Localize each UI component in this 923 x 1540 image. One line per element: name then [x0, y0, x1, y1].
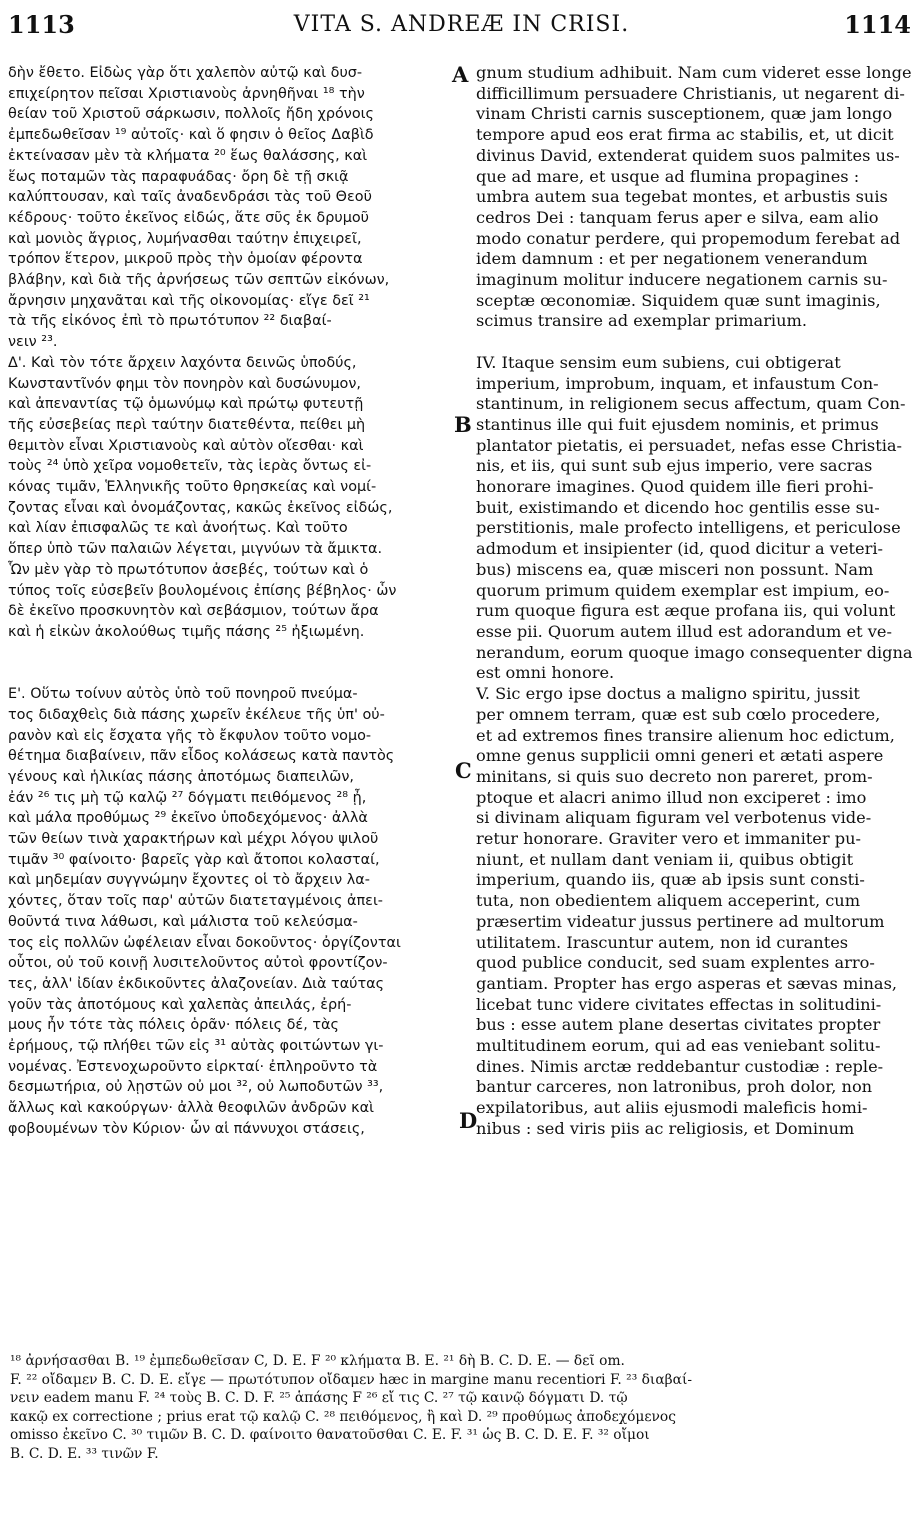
text-line: rum quoque figura est æque profana iis, qui volunt	[476, 601, 896, 621]
text-line: quod publice conducit, sed suam explentes arro-	[476, 953, 875, 973]
text-line	[8, 663, 452, 684]
text-line: τρόπον ἕτερον, μικροῦ πρὸς τὴν ὁμοίαν φέροντα	[8, 251, 363, 268]
text-line: expilatoribus, aut aliis ejusmodi maleficis homi-	[476, 1098, 868, 1118]
text-line: γένους καὶ ἡλικίας πάσης ἀποτόμως διαπειλῶν,	[8, 768, 354, 785]
text-line: idem damnum : et per negationem venerandum	[476, 249, 868, 269]
text-line: et ad extremos fines transire alienum hoc edictum,	[476, 725, 895, 745]
text-line: Ε'. Οὕτω τοίνυν αὐτὸς ὑπὸ τοῦ πονηροῦ πνεύμα-	[8, 686, 358, 703]
text-line: quorum primum quidem exemplar est impium, eo-	[476, 580, 890, 600]
text-line: καλύπτουσαν, καὶ ταῖς ἀναδενδράσι τὰς τοῦ Θεοῦ	[8, 189, 372, 206]
text-line: οὗτοι, οὐ τοῦ κοινῇ λυσιτελοῦντος αὐτοὶ φροντίζον-	[8, 955, 388, 972]
text-line: est omni honore.	[476, 663, 615, 683]
text-line: niunt, et nullam dant veniam ii, quibus obtigit	[476, 849, 854, 869]
text-line: B. C. D. E. ³³ τινῶν F.	[10, 1445, 159, 1462]
text-line: imperium, improbum, inquam, et infaustum Con-	[476, 373, 879, 393]
text-line: bus) miscens ea, quæ misceri non possunt. Nam	[476, 559, 874, 579]
text-line: omisso ἐκεῖνο C. ³⁰ τιμῶν B. C. D. φαίνοιτο θανατοῦσθαι C. E. F. ³¹ ὡς B. C. D. E. F. ³² οἴμοι	[10, 1427, 650, 1444]
text-line: bus : esse autem plane desertas civitates propter	[476, 1015, 881, 1035]
text-line: que ad mare, et usque ad flumina propagines :	[476, 166, 860, 186]
text-line: θείαν τοῦ Χριστοῦ σάρκωσιν, πολλοῖς ἤδη χρόνοις	[8, 106, 374, 123]
text-line: τῶν θείων τινὰ χαρακτήρων καὶ μέχρι λόγου ψιλοῦ	[8, 831, 379, 848]
page-header	[0, 6, 923, 46]
running-title: VITA S. ANDREÆ IN CRISI.	[293, 12, 630, 37]
text-line: θοῦντά τινα λάθωσι, καὶ μάλιστα τοῦ κελεύσμα-	[8, 913, 358, 930]
text-line: vinam Christi carnis susceptionem, quæ jam longo	[476, 104, 893, 124]
text-line: κακῷ ex correctione ; prius erat τῷ καλῷ C. ²⁸ πειθόμενος, ἢ καὶ D. ²⁹ προθύμως ἀποδεχόμενος	[10, 1408, 676, 1425]
text-line: utilitatem. Irascuntur autem, non id curantes	[476, 932, 849, 952]
text-line: τὰ τῆς εἰκόνος ἐπὶ τὸ πρωτότυπον ²² διαβαί-	[8, 313, 332, 330]
text-line: præsertim videatur jussus pertinere ad multorum	[476, 911, 885, 931]
section-marker-b: B	[454, 412, 472, 437]
text-line: ρανὸν καὶ εἰς ἔσχατα γῆς τὸ ἔκφυλον τοῦτο νομο-	[8, 727, 372, 744]
latin-column	[476, 63, 916, 1140]
text-line: θέτημα διαβαίνειν, πᾶν εἶδος κολάσεως κατὰ παντὸς	[8, 748, 395, 765]
text-line: divinus David, extenderat quidem suos palmites us-	[476, 145, 900, 165]
text-line: plantator pietatis, ei persuadet, nefas esse Christia-	[476, 435, 903, 455]
text-line: τῆς εὐσεβείας περὶ ταύτην διατεθέντα, πείθει μὴ	[8, 416, 366, 433]
text-line: admodum et insipienter (id, quod dicitur a veteri-	[476, 539, 883, 559]
text-line: buit, existimando et dicendo hoc gentilis esse su-	[476, 497, 880, 517]
text-line: μους ἦν τότε τὰς πόλεις ὁρᾶν· πόλεις δέ, τὰς	[8, 1017, 339, 1034]
text-line: ἄρνησιν μηχανᾶται καὶ τῆς οἰκονομίας· εἴγε δεῖ ²¹	[8, 292, 370, 309]
text-line	[8, 643, 452, 664]
text-line: ἐάν ²⁶ τις μὴ τῷ καλῷ ²⁷ δόγματι πειθόμενος ²⁸ ᾖ,	[8, 789, 367, 806]
text-line: νειν ²³.	[8, 334, 58, 351]
text-line: βλάβην, καὶ διὰ τῆς ἀρνήσεως τῶν σεπτῶν εἰκόνων,	[8, 272, 390, 289]
text-line: honorare imagines. Quod quidem ille fieri prohi-	[476, 477, 874, 497]
text-line: ἐμπεδωθεῖσαν ¹⁹ αὐτοῖς· καὶ ὅ φησιν ὁ θεῖος Δαβὶδ	[8, 127, 374, 144]
text-line: V. Sic ergo ipse doctus a maligno spiritu, jussit	[476, 684, 860, 704]
text-line: F. ²² οἴδαμεν B. C. D. E. εἴγε — πρωτότυπον οἴδαμεν hæc in margine manu recentiori F. ²³ διαβαί-	[10, 1371, 693, 1388]
text-line: ptoque et alacri animo illud non exciperet : imo	[476, 787, 867, 807]
text-line: si divinam aliquam figuram vel verbotenus vide-	[476, 808, 872, 828]
text-line: stantinum, in religionem secus affectum, quam Con-	[476, 394, 906, 414]
text-line: umbra autem sua tegebat montes, et arbustis suis	[476, 187, 888, 207]
section-marker-d: D	[459, 1108, 478, 1133]
text-line: licebat tunc videre civitates effectas in solitudini-	[476, 994, 882, 1014]
text-line: modo conatur perdere, qui propemodum ferebat ad	[476, 228, 901, 248]
section-marker-a: A	[452, 62, 469, 87]
page-number-left: 1113	[8, 10, 75, 39]
text-line: bantur carceres, non latronibus, proh dolor, non	[476, 1077, 873, 1097]
text-line: nis, et iis, qui sunt sub ejus imperio, vere sacras	[476, 456, 873, 476]
text-line: dines. Nimis arctæ reddebantur custodiæ : reple-	[476, 1056, 884, 1076]
text-line: per omnem terram, quæ est sub cœlo procedere,	[476, 704, 881, 724]
text-line: καὶ μηδεμίαν συγγνώμην ἔχοντες οἱ τὸ ἄρχειν λα-	[8, 872, 370, 889]
text-line: κόνας τιμᾶν, Ἑλληνικῆς τοῦτο θρησκείας καὶ νομί-	[8, 479, 377, 496]
text-line: τύπος τοῖς εὐσεβεῖν βουλομένοις ἐπίσης βέβηλος· ὧν	[8, 582, 397, 599]
text-line: καὶ ἡ εἰκὼν ἀκολούθως τιμῆς πάσης ²⁵ ἠξιωμένη.	[8, 623, 365, 640]
text-line: φοβουμένων τὸν Κύριον· ὧν αἱ πάννυχοι στάσεις,	[8, 1120, 365, 1137]
text-line: τιμᾶν ³⁰ φαίνοιτο· βαρεῖς γὰρ καὶ ἄτοποι κολασταί,	[8, 851, 380, 868]
text-line: καὶ μάλα προθύμως ²⁹ ἐκεῖνο ὑποδεχόμενος· ἀλλὰ	[8, 810, 368, 827]
text-line: perstitionis, male profecto intelligens, et periculose	[476, 518, 901, 538]
text-line: ὅπερ ὑπὸ τῶν παλαιῶν λέγεται, μιγνύων τὰ ἄμικτα.	[8, 541, 383, 558]
text-line: stantinus ille qui fuit ejusdem nominis, et primus	[476, 414, 879, 434]
text-line: omne genus supplicii omni generi et ætati aspere	[476, 746, 884, 766]
text-line: cedros Dei : tanquam ferus aper e silva, eam alio	[476, 207, 879, 227]
text-line: multitudinem eorum, qui ad eas veniebant solitu-	[476, 1036, 881, 1056]
text-line: imperium, quando iis, quæ ab ipsis sunt consti-	[476, 870, 865, 890]
text-line: δὴν ἔθετο. Εἰδὼς γὰρ ὅτι χαλεπὸν αὐτῷ καὶ δυσ-	[8, 65, 363, 81]
footnotes	[10, 1352, 915, 1464]
text-line: sceptæ œconomiæ. Siquidem quæ sunt imaginis,	[476, 290, 881, 310]
text-line: ἕως ποταμῶν τὰς παραφυάδας· ὄρη δὲ τῇ σκιᾷ	[8, 168, 349, 185]
text-line: καὶ μονιὸς ἄγριος, λυμήνασθαι ταύτην ἐπιχειρεῖ,	[8, 230, 362, 247]
section-marker-c: C	[455, 758, 472, 783]
text-line: νομένας. Ἐστενοχωροῦντο εἱρκταί· ἐπληροῦντο τὰ	[8, 1058, 378, 1075]
text-line: τες, ἀλλ' ἰδίαν ἐκδικοῦντες ἀλαζονείαν. Διὰ ταύτας	[8, 975, 385, 992]
text-line: χόντες, ὅταν τοῖς παρ' αὐτῶν διατεταγμένοις ἀπει-	[8, 893, 383, 910]
text-line: επιχείρητον πεῖσαι Χριστιανοὺς ἀρνηθῆναι ¹⁸ τὴν	[8, 85, 365, 102]
text-line: gnum studium adhibuit. Nam cum videret esse longe	[476, 63, 912, 82]
text-line: gantiam. Propter has ergo asperas et sævas minas,	[476, 973, 898, 993]
text-line: θεμιτὸν εἶναι Χριστιανοὺς καὶ αὐτὸν οἴεσθαι· καὶ	[8, 437, 364, 454]
text-line: δὲ ἐκεῖνο προσκυνητὸν καὶ σεβάσμιον, τούτων ἄρα	[8, 603, 379, 620]
text-line: ἐρήμους, τῷ πλήθει τῶν εἰς ³¹ αὐτὰς φοιτώντων γι-	[8, 1038, 384, 1055]
text-line: nerandum, eorum quoque imago consequenter digna	[476, 642, 913, 662]
greek-column	[8, 63, 452, 1140]
text-line: Κωνσταντῖνόν φημι τὸν πονηρὸν καὶ δυσώνυμον,	[8, 375, 361, 392]
text-line: difficillimum persuadere Christianis, ut negarent di-	[476, 83, 905, 103]
text-line: νειν eadem manu F. ²⁴ τοὺς B. C. D. F. ²⁵ ἁπάσης F ²⁶ εἴ τις C. ²⁷ τῷ καινῷ δόγματι D. τῷ	[10, 1390, 628, 1407]
text-line: ζοντας εἶναι καὶ ὀνομάζοντας, κακῶς ἐκεῖνος εἰδώς,	[8, 499, 393, 516]
text-line: tuta, non obedientem aliquem acceperint, cum	[476, 891, 861, 911]
page-number-right: 1114	[844, 10, 911, 39]
text-line: τοὺς ²⁴ ὑπὸ χεῖρα νομοθετεῖν, τὰς ἱερὰς ὄντως εἰ-	[8, 458, 372, 475]
text-line: tempore apud eos erat firma ac stabilis, et, ut dicit	[476, 125, 894, 145]
text-line: καὶ ἀπεναντίας τῷ ὁμωνύμῳ καὶ πρώτῳ φυτευτῇ	[8, 396, 364, 413]
text-line: τος διδαχθεὶς διὰ πάσης χωρεῖν ἐκέλευε τῆς ὑπ' οὐ-	[8, 706, 385, 723]
text-line: δεσμωτήρια, οὐ λῃστῶν οὐ μοι ³², οὐ λωποδυτῶν ³³,	[8, 1079, 384, 1096]
text-line: esse pii. Quorum autem illud est adorandum et ve-	[476, 621, 892, 641]
text-line: καὶ λίαν ἐπισφαλῶς τε καὶ ἀνοήτως. Καὶ τοῦτο	[8, 520, 348, 537]
text-line: minitans, si quis suo decreto non pareret, prom-	[476, 766, 873, 786]
text-line: κέδρους· τοῦτο ἐκεῖνος εἰδώς, ἅτε σῦς ἐκ δρυμοῦ	[8, 209, 369, 226]
text-line: IV. Itaque sensim eum subiens, cui obtigerat	[476, 352, 841, 372]
text-line: ἄλλως καὶ κακούργων· ἀλλὰ θεοφιλῶν ἀνδρῶν καὶ	[8, 1100, 374, 1117]
text-line: retur honorare. Graviter vero et immaniter pu-	[476, 829, 862, 849]
text-line: imaginum molitur inducere negationem carnis su-	[476, 270, 888, 290]
text-line: Ὧν μὲν γὰρ τὸ πρωτότυπον ἀσεβές, τούτων καὶ ὁ	[8, 561, 369, 578]
text-line: scimus transire ad exemplar primarium.	[476, 311, 808, 331]
text-line: τος εἰς πολλῶν ὠφέλειαν εἶναι δοκοῦντος· ὀργίζονται	[8, 934, 401, 951]
text-line: γοῦν τὰς ἀποτόμους καὶ χαλεπὰς ἀπειλάς, ἐρή-	[8, 996, 352, 1013]
text-line: ¹⁸ ἀρνήσασθαι B. ¹⁹ ἐμπεδωθεῖσαν C, D. E. F ²⁰ κλήματα B. E. ²¹ δὴ B. C. D. E. — δεῖ om.	[10, 1353, 625, 1369]
text-line: ἐκτείνασαν μὲν τὰ κλήματα ²⁰ ἕως θαλάσσης, καὶ	[8, 147, 368, 164]
text-line: nibus : sed viris piis ac religiosis, et Dominum	[476, 1118, 855, 1138]
text-line: Δ'. Καὶ τὸν τότε ἄρχειν λαχόντα δεινῶς ὑποδύς,	[8, 354, 357, 371]
text-line	[476, 332, 916, 353]
